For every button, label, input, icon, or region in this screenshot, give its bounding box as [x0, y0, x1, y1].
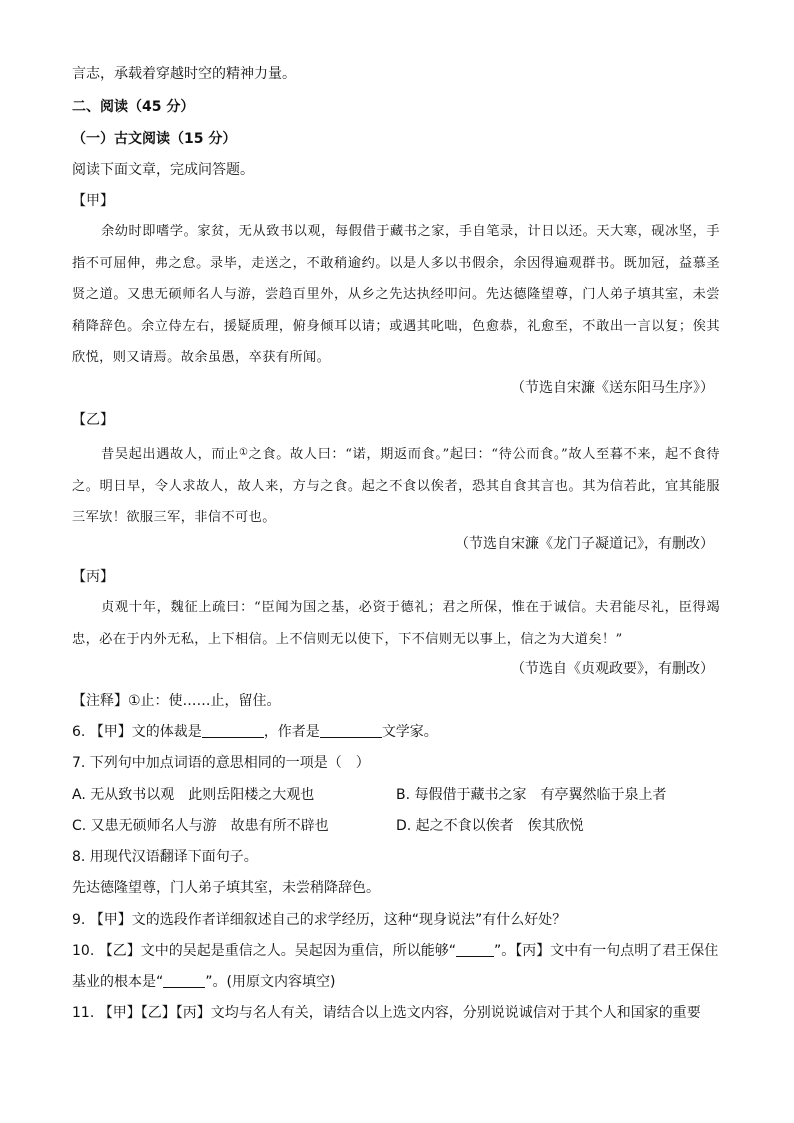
passage-jia-source: （节选自宋濂《送东阳马生序》） — [511, 380, 714, 396]
question-6 — [72, 722, 438, 742]
question-10-part2: ”。【丙】文中有一句点明了君王保住 — [493, 943, 719, 959]
question-6-part2: ，作者是 — [263, 724, 320, 740]
question-10-blank-1[interactable] — [456, 942, 494, 957]
question-8-stem: 8. 用现代汉语翻译下面句子。 — [72, 849, 258, 865]
question-10-blank-2[interactable] — [163, 973, 205, 988]
question-10-part4: ”。(用原文内容填空) — [205, 974, 336, 990]
question-7-stem: 7. 下列句中加点词语的意思相同的一项是（ ） — [72, 755, 370, 771]
question-10-part3: 基业的根本是“ — [72, 974, 164, 990]
section-heading-reading: 二、阅读（45 分） — [72, 99, 195, 115]
passage-yi-text — [72, 437, 720, 534]
question-9: 9. 【甲】文的选段作者详细叙述自己的求学经历，这种“现身说法”有什么好处？ — [72, 912, 567, 928]
question-7-option-d[interactable]: D. 起之不食以俟者 俟其欣悦 — [396, 818, 584, 834]
lead-line: 言志，承载着穿越时空的精神力量。 — [72, 66, 296, 82]
instruction-text: 阅读下面文章，完成问答题。 — [72, 162, 254, 178]
question-10-line2 — [72, 972, 335, 992]
question-6-blank-dynasty[interactable] — [320, 723, 382, 738]
subsection-heading-classical: （一）古文阅读（15 分） — [72, 131, 237, 147]
question-10-line1 — [72, 941, 718, 961]
passage-jia-text: 余幼时即嗜学。家贫，无从致书以观，每假借于藏书之家，手自笔录，计日以还。天大寒，砚冰坚，手指不可屈伸，弗之怠。录毕，走送之，不敢稍逾约。以是人多以书假余，余因得遍观群书。既加冠，益慕圣贤之道。又患无硕师名人与游，尝趋百里外，从乡之先达执经叩问。先达德隆望尊，门人弟子填其室，未尝稍降辞色。余立侍左右，援疑质理，俯身倾耳以请；或遇其叱咄，色愈恭，礼愈至，不敢出一言以复；俟其欣悦，则又请焉。故余虽愚，卒获有所闻。 — [72, 224, 720, 365]
question-7-option-b[interactable]: B. 每假借于藏书之家 有亭翼然临于泉上者 — [396, 787, 667, 803]
question-6-part1: 6. 【甲】文的体裁是 — [72, 724, 202, 740]
passage-yi-label: 【乙】 — [72, 412, 114, 428]
passage-bing-text: 贞观十年，魏征上疏曰：“臣闻为国之基，必资于德礼；君之所保，惟在于诚信。夫君能尽礼，臣得竭忠，必在于内外无私，上下相信。上不信则无以使下，下不信则无以事上，信之为大道矣！” — [72, 600, 720, 647]
question-11: 11. 【甲】【乙】【丙】文均与名人有关，请结合以上选文内容，分别说说诚信对于其个人和国家的重要 — [72, 1005, 701, 1021]
annotation-mark: ① — [239, 447, 249, 458]
question-8-sentence: 先达德隆望尊，门人弟子填其室，未尝稍降辞色。 — [72, 880, 380, 896]
passage-bing-label: 【丙】 — [72, 569, 114, 585]
passage-jia-label: 【甲】 — [72, 193, 114, 209]
annotation-note: 【注释】①止：使……止，留住。 — [72, 693, 281, 709]
passage-yi-text-before: 昔吴起出遇故人，而止 — [101, 447, 240, 462]
passage-bing-source: （节选自《贞观政要》，有删改） — [511, 661, 714, 677]
passage-yi-source: （节选自宋濂《龙门子凝道记》，有删改） — [455, 536, 714, 552]
question-6-part3: 文学家。 — [381, 724, 438, 740]
question-7-option-c[interactable]: C. 又患无硕师名人与游 故患有所不辟也 — [72, 818, 329, 834]
question-7-option-a[interactable]: A. 无从致书以观 此则岳阳楼之大观也 — [72, 787, 315, 803]
question-6-blank-genre[interactable] — [202, 723, 264, 738]
passage-yi-text-after: 之食。故人曰：“诺，期返而食。”起曰：“待公而食。”故人至暮不来，起不食待之。明日早，令人求故人，故人来，方与之食。起之不食以俟者，恐其自食其言也。其为信若此，宜其能服三军欤！欲服三军，非信不可也。 — [72, 447, 720, 525]
question-10-part1: 10. 【乙】文中的吴起是重信之人。吴起因为重信，所以能够“ — [72, 943, 456, 959]
